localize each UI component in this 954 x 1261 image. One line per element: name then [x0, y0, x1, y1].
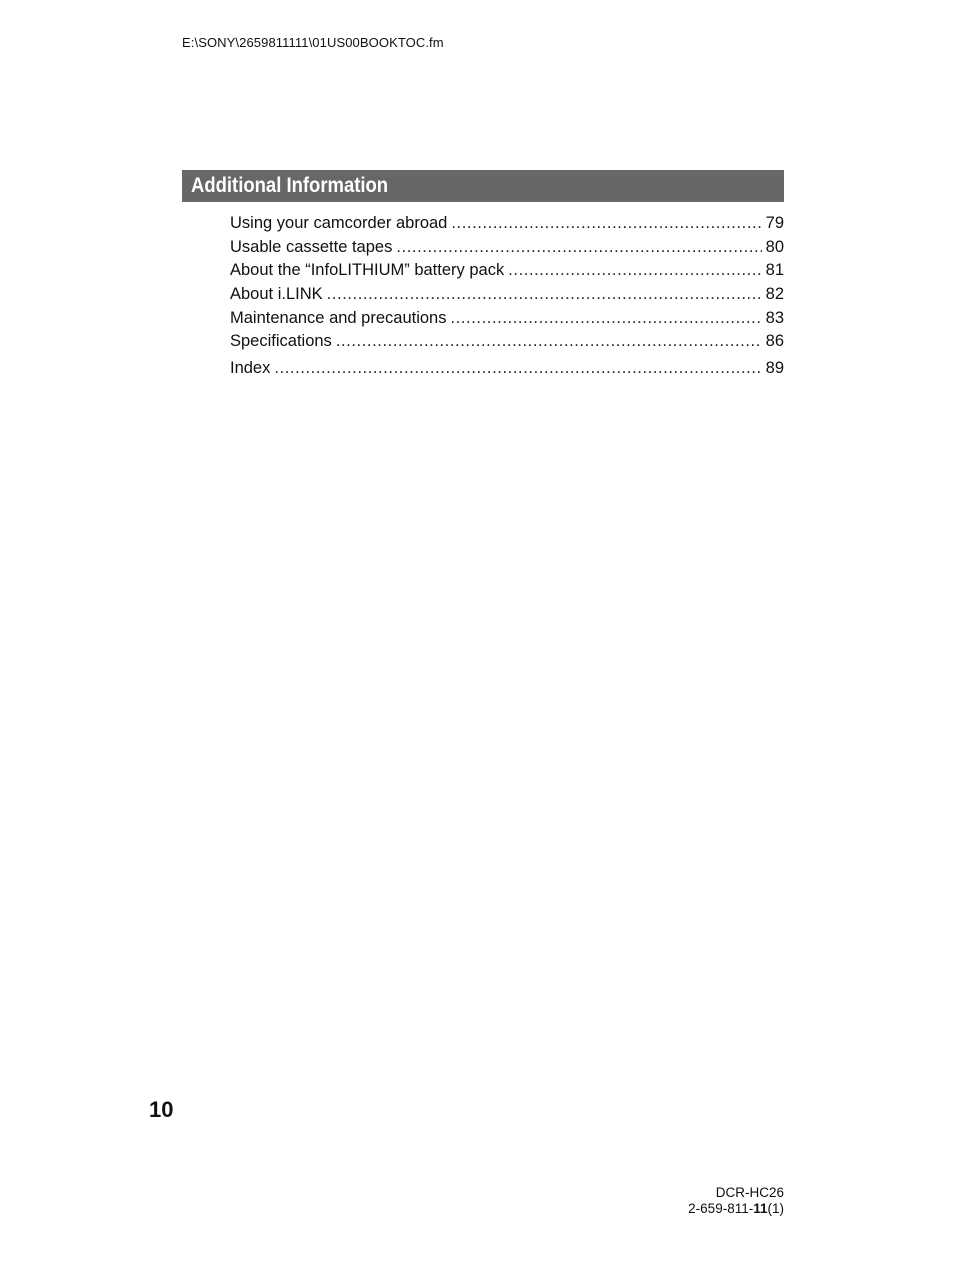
dot-leader [336, 330, 762, 354]
section-title: Additional Information [191, 174, 389, 197]
toc-item-page: 83 [765, 308, 784, 327]
toc-item-label: Specifications [230, 332, 332, 351]
document-code-prefix: 2-659-811- [688, 1201, 754, 1216]
document-code [688, 1201, 784, 1217]
toc-item-page: 82 [765, 285, 784, 304]
toc-item-maintenance-precautions[interactable] [230, 307, 784, 331]
toc-item-page: 86 [765, 332, 784, 351]
toc-item-about-ilink[interactable] [230, 283, 784, 307]
toc-item-label: About i.LINK [230, 285, 323, 304]
toc-item-label: Usable cassette tapes [230, 237, 393, 256]
toc-item-specifications[interactable] [230, 330, 784, 354]
toc-item-page: 81 [765, 261, 784, 280]
toc-item-page: 79 [765, 214, 784, 232]
model-number: DCR-HC26 [715, 1185, 784, 1200]
dot-leader [451, 212, 761, 236]
toc-item-using-camcorder-abroad[interactable] [230, 212, 784, 236]
dot-leader [327, 283, 762, 307]
dot-leader [508, 259, 761, 283]
toc-item-label: Using your camcorder abroad [230, 214, 448, 232]
toc-item-page: 80 [765, 237, 784, 256]
toc-item-usable-cassette-tapes[interactable] [230, 236, 784, 260]
table-of-contents [230, 212, 784, 380]
toc-item-index[interactable] [230, 357, 784, 381]
toc-item-page: 89 [765, 358, 784, 377]
page-number: 10 [149, 1097, 174, 1122]
footer [688, 1185, 784, 1217]
toc-item-infolithium-battery-pack[interactable] [230, 259, 784, 283]
file-path: E:\SONY\2659811111\01US00BOOKTOC.fm [182, 35, 444, 50]
document-code-suffix: (1) [767, 1201, 784, 1216]
section-header [182, 170, 784, 202]
dot-leader [396, 236, 761, 260]
toc-item-label: Maintenance and precautions [230, 308, 447, 327]
dot-leader [450, 307, 761, 331]
toc-item-label: Index [230, 358, 271, 377]
toc-item-label: About the “InfoLITHIUM” battery pack [230, 261, 505, 280]
document-code-revision: 11 [753, 1201, 768, 1216]
dot-leader [274, 357, 761, 381]
